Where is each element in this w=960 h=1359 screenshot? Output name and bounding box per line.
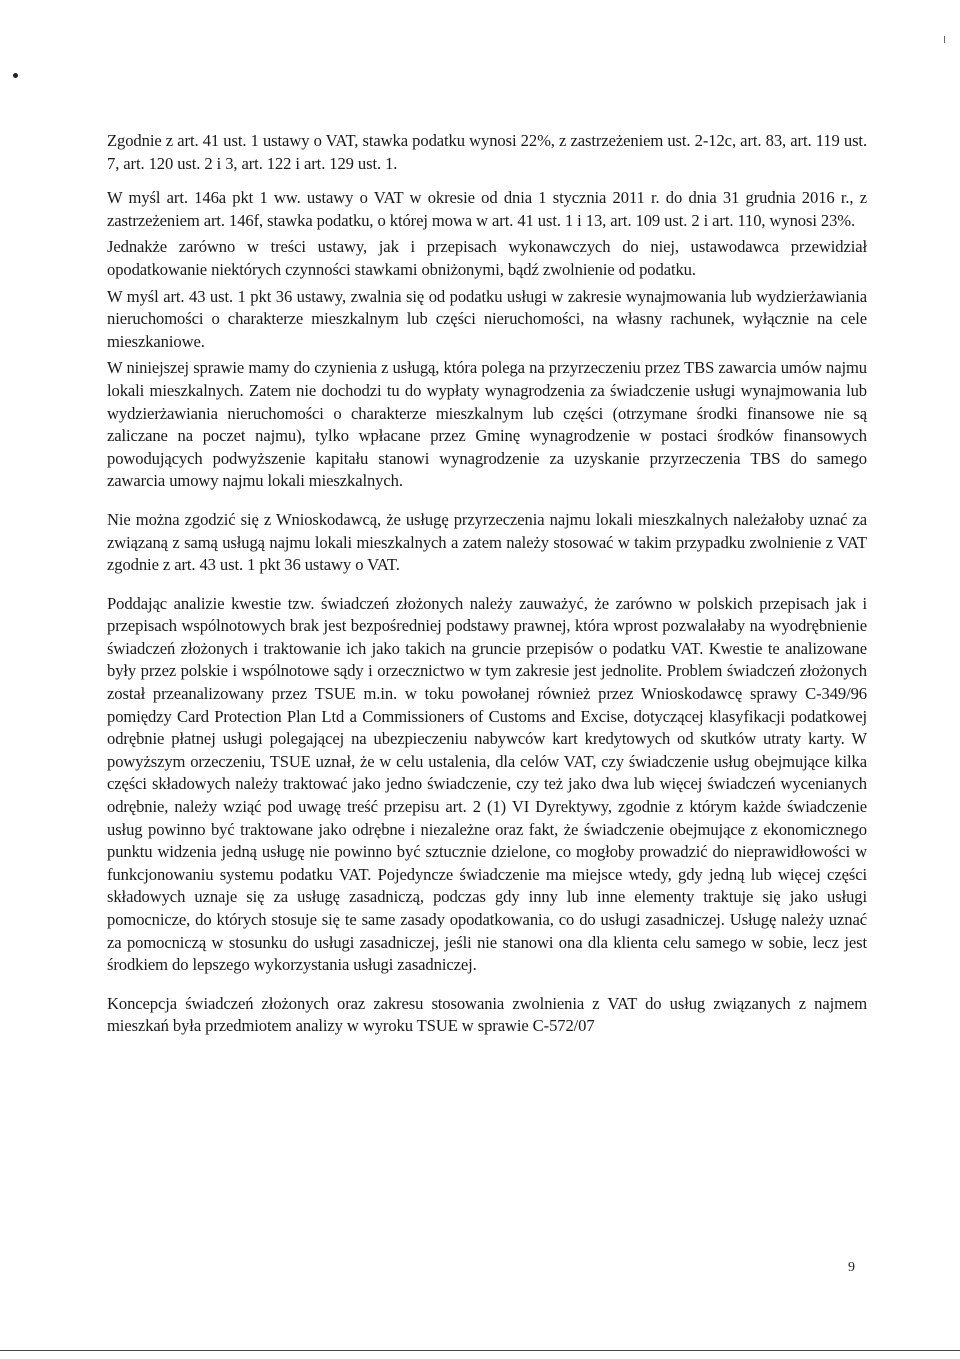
paragraph-reduced-rates: Jednakże zarówno w treści ustawy, jak i przepisach wykonawczych do niej, ustawodawca przewidział opodatkowanie niektórych czynności stawkami obniżonymi, bądź zwolnienie od podatku. (107, 237, 867, 279)
scan-artifact-mark (944, 36, 945, 43)
document-body (107, 130, 867, 1038)
paragraph-composite-services: Poddając analizie kwestie tzw. świadczeń złożonych należy zauważyć, że zarówno w polskich przepisach jak i przepisach wspólnotowych brak jest bezpośredniej podstawy prawnej, która wprost pozwalałaby na wyodrębnienie świadczeń złożonych i traktowanie ich jako takich na gruncie przepisów o podatku VAT. Kwestie te analizowane były przez polskie i wspólnotowe sądy i orzecznictwo w tym zakresie jest jednolite. Problem świadczeń złożonych został przeanalizowany przez TSUE m.in. w toku powołanej również przez Wnioskodawcę sprawy C-349/96 pomiędzy Card Protection Plan Ltd a Commissioners of Customs and Excise, dotyczącej klasyfikacji podatkowej odrębnie płatnej usługi polegającej na ubezpieczeniu nabywców kart kredytowych od skutków utraty karty. W powyższym orzeczeniu, TSUE uznał, że w celu ustalenia, dla celów VAT, czy świadczenie usług obejmujące kilka części składowych należy traktować jako jedno świadczenie, czy też jako dwa lub więcej świadczeń wycenianych odrębnie, należy wziąć pod uwagę treść przepisu art. 2 (1) VI Dyrektywy, zgodnie z którym każde świadczenie usług powinno być traktowane jako odrębne i niezależne oraz fakt, że świadczenie obejmujące z ekonomicznego punktu widzenia jedną usługę nie powinno być sztucznie dzielone, co mogłoby prowadzić do nieprawidłowości w funkcjonowaniu systemu podatku VAT. Pojedyncze świadczenie ma miejsce wtedy, gdy jedną lub więcej części składowych uznaje się za usługę zasadniczą, podczas gdy inny lub inne elementy traktuje się jako usługi pomocnicze, do których stosuje się te same zasady opodatkowania, co do usługi zasadniczej. Usługę należy uznać za pomocniczą w stosunku do usługi zasadniczej, jeśli nie stanowi ona dla klienta celu samego w sobie, lecz jest środkiem do lepszego wykorzystania usługi zasadniczej. (107, 593, 867, 975)
paragraph-exemption-art-43: W myśl art. 43 ust. 1 pkt 36 ustawy, zwalnia się od podatku usługi w zakresie wynajmowania lub wydzierżawiania nieruchomości o charakterze mieszkalnym lub części nieruchomości, na własny rachunek, wyłącznie na cele mieszkaniowe. (107, 286, 867, 351)
paragraph-disagreement: Nie można zgodzić się z Wnioskodawcą, że usługę przyrzeczenia najmu lokali mieszkalnych należałoby uznać za związaną z samą usługą najmu lokali mieszkalnych a zatem należy stosować w takim przypadku zwolnienie z VAT zgodnie z art. 43 ust. 1 pkt 36 ustawy o VAT. (107, 509, 867, 575)
paragraph-tbs-service: W niniejszej sprawie mamy do czynienia z usługą, która polega na przyrzeczeniu przez TBS zawarcia umów najmu lokali mieszkalnych. Zatem nie dochodzi tu do wypłaty wynagrodzenia za świadczenie usługi wynajmowania lub wydzierżawiania nieruchomości o charakterze mieszkalnym lub części (otrzymane środki finansowe nie są zaliczane na poczet najmu), tylko wpłacane przez Gminę wynagrodzenie w postaci środków finansowych powodujących podwyższenie kapitału stanowi wynagrodzenie za uzyskanie przyrzeczenia TBS do samego zawarcia umowy najmu lokali mieszkalnych. (107, 358, 867, 491)
paragraph-vat-rate-22: Zgodnie z art. 41 ust. 1 ustawy o VAT, stawka podatku wynosi 22%, z zastrzeżeniem ust. 2-12c, art. 83, art. 119 ust. 7, art. 120 ust. 2 i 3, art. 122 i art. 129 ust. 1. (107, 131, 867, 173)
paragraph-vat-rate-23: W myśl art. 146a pkt 1 ww. ustawy o VAT w okresie od dnia 1 stycznia 2011 r. do dnia 31 grudnia 2016 r., z zastrzeżeniem art. 146f, stawka podatku, o której mowa w art. 41 ust. 1 i 13, art. 109 ust. 2 i art. 110, wynosi 23%. (107, 188, 867, 230)
scan-artifact-dot (13, 73, 18, 78)
paragraph-case-c-572-07: Koncepcja świadczeń złożonych oraz zakresu stosowania zwolnienia z VAT do usług związanych z najmem mieszkań była przedmiotem analizy w wyroku TSUE w sprawie C-572/07 (107, 993, 867, 1036)
scan-bottom-edge (0, 1350, 960, 1351)
page-number: 9 (848, 1260, 855, 1275)
